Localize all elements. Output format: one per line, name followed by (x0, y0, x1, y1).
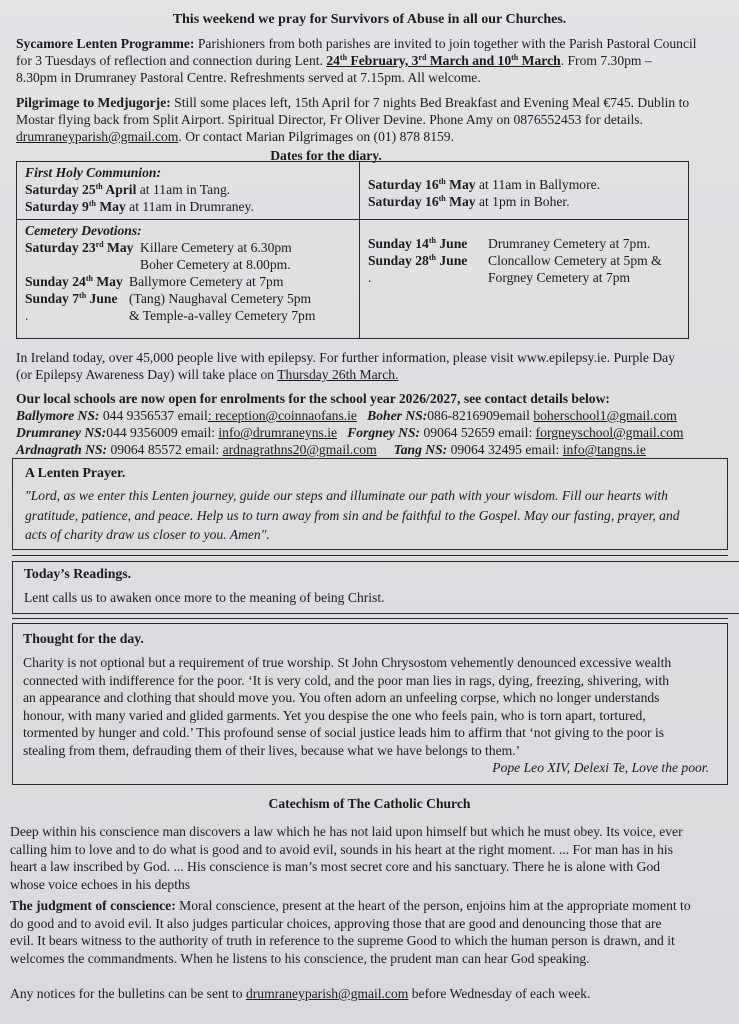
communion-heading: First Holy Communion: (25, 165, 161, 180)
footer-email-link[interactable]: drumraneyparish@gmail.com (245, 986, 409, 1001)
schools-heading: Our local schools are now open for enrolments for the school year 2026/2027, see contact details below: (16, 391, 610, 406)
school-entry: Boher NS:086-8216909email boherschool1@gmail.com (367, 408, 677, 423)
sycamore-text: 8.30pm in Drumraney Pastoral Centre. Refreshments served at 7.15pm. All welcome. (16, 70, 481, 85)
diary-table (16, 161, 689, 339)
pilgrimage-email-link[interactable]: drumraneyparish@gmail.com (16, 129, 179, 144)
cemetery-heading: Cemetery Devotions: (25, 223, 142, 238)
sycamore-notice: Sycamore Lenten Programme: Parishioners from both parishes are invited to join together with the Parish Pastoral Council for 3 Tuesdays of reflection and connection during Lent. 24th February, 3rd March and 10th March. From 7.30pm – 8.30pm in Drumraney Pastoral Centre. Refreshments served at 7.15pm. All welcome. (16, 35, 731, 86)
pilgrimage-notice: Pilgrimage to Medjugorje: Still some places left, 15th April for 7 nights Bed Breakfast and Evening Meal €745. Dublin to Mostar flying back from Split Airport. Spiritual Director, Fr Oliver Devine. Phone Amy on 0876552453 for details. drumraneyparish@gmail.com. Or contact Marian Pilgrimages on (01) 878 8159. (16, 95, 690, 144)
school-email-link[interactable]: info@drumraneyns.ie (218, 425, 337, 440)
sycamore-text: for 3 Tuesdays of reflection and connection during Lent. (16, 53, 323, 68)
communion-right-cell (360, 162, 689, 220)
cemetery-left-cell (17, 220, 360, 339)
page-title: This weekend we pray for Survivors of Abuse in all our Churches. (172, 12, 567, 27)
diary-entry: Sunday 24th May Ballymore Cemetery at 7pm (25, 274, 284, 289)
lenten-prayer-title: A Lenten Prayer. (25, 465, 126, 480)
diary-entry: . & Temple-a-valley Cemetery 7pm (25, 308, 316, 323)
thought-text: Charity is not optional but a requirement of true worship. St John Chrysostom vehemently denounced excessive wealth connected with indifference for the poor. ‘It is very cold, and the poor man lies in rags, dying, freezing, shivering, with an appearance and clothing that should move you. You often adorn an unfeeling corpse, which no longer understands honour, with many varied and glided garments. Yet you despise the one who feels pain, who is torn apart, tortured, tormented by hunger and cold.’ This profound sense of social justice leads him to affirm that ‘not giving to the poor is stealing from them, defrauding them of their lives, because what we have belongs to them.’ (23, 655, 672, 758)
judgment-text: The judgment of conscience: Moral conscience, present at the heart of the person, enjoins him at the appropriate moment to do good and to avoid evil. It also judges particular choices, approving those that are good and denouncing those that are evil. It bears witness to the authority of truth in reference to the supreme Good to which the human person is drawn, and it welcomes the commandments. When he listens to his conscience, the prudent man can hear God speaking. (10, 898, 691, 966)
school-email-link[interactable]: forgneyschool@gmail.com (535, 425, 684, 440)
lenten-prayer-box (12, 458, 728, 550)
divider (12, 555, 728, 556)
diary-entry: . Forgney Cemetery at 7pm (368, 270, 631, 285)
school-row (16, 441, 731, 458)
school-email-link[interactable]: : reception@coinnaofans.ie (207, 408, 357, 423)
diary-entry: Sunday 28th June Cloncallow Cemetery at 5pm & (368, 253, 662, 268)
diary-entry: Sunday 14th June Drumraney Cemetery at 7pm. (368, 236, 651, 251)
school-email-link[interactable]: ardnagrathns20@gmail.com (222, 442, 377, 457)
pilgrimage-label: Pilgrimage to Medjugorje: (16, 95, 171, 110)
todays-readings-box (12, 561, 739, 614)
school-row (16, 424, 731, 441)
footer-notice: Any notices for the bulletins can be sent to drumraneyparish@gmail.com before Wednesday of each week. (10, 986, 591, 1001)
lenten-prayer-text: "Lord, as we enter this Lenten journey, guide our steps and illuminate our path with your wisdom. Fill our hearts with gratitude, patience, and peace. Help us to turn away from sin and be faithful to the Gospel. May our fasting, prayer, and acts of charity draw us closer to you. Amen". (25, 488, 680, 542)
catechism-text: Deep within his conscience man discovers a law which he has not laid upon himself but which he must obey. Its voice, ever calling him to love and to do what is good and to avoid evil, sounds in his heart at the right moment. ... For man has in his heart a law inscribed by God. ... His conscience is man’s most secret core and his sanctuary. There he is alone with God whose voice echoes in his depths (10, 824, 683, 892)
judgment-label: The judgment of conscience: (10, 898, 176, 913)
school-email-link[interactable]: boherschool1@gmail.com (533, 408, 677, 423)
diary-entry: Saturday 9th May at 11am in Drumraney. (25, 199, 254, 214)
readings-title: Today’s Readings. (24, 566, 132, 581)
divider (12, 618, 728, 619)
communion-left-cell (17, 162, 360, 220)
sycamore-text: Parishioners from both parishes are invited to join together with the Parish Pastoral Council (197, 36, 697, 51)
thought-box (12, 623, 728, 785)
school-email-link[interactable]: info@tangns.ie (562, 442, 646, 457)
diary-entry: Saturday 25th April at 11am in Tang. (25, 182, 231, 197)
thought-attribution: Pope Leo XIV, Delexi Te, Love the poor. (492, 760, 709, 775)
schools-notice (16, 390, 731, 458)
diary-title: Dates for the diary. (270, 148, 382, 163)
diary-entry: Saturday 23rd May Killare Cemetery at 6.30pm (25, 240, 292, 255)
sycamore-label: Sycamore Lenten Programme: (16, 36, 195, 51)
readings-text: Lent calls us to awaken once more to the meaning of being Christ. (24, 590, 385, 605)
diary-entry: Saturday 16th May at 1pm in Boher. (368, 194, 570, 209)
catechism-title: Catechism of The Catholic Church (268, 796, 471, 811)
diary-entry: Sunday 7th June (Tang) Naughaval Cemetery 5pm (25, 291, 312, 306)
sycamore-dates: 24th February, 3rd March and 10th March (326, 53, 561, 68)
school-entry: Drumraney NS:044 9356009 email: info@drumraneyns.ie (16, 425, 337, 440)
school-row (16, 407, 731, 424)
school-entry: Ballymore NS: 044 9356537 email: reception@coinnaofans.ie (16, 408, 357, 423)
diary-entry: Saturday 16th May at 11am in Ballymore. (368, 177, 601, 192)
epilepsy-notice: In Ireland today, over 45,000 people live with epilepsy. For further information, please visit www.epilepsy.ie. Purple Day (or Epilepsy Awareness Day) will take place on Thursday 26th March. (16, 350, 676, 382)
epilepsy-date: Thursday 26th March. (277, 367, 399, 382)
thought-title: Thought for the day. (23, 631, 144, 646)
school-entry: Ardnagrath NS: 09064 85572 email: ardnagrathns20@gmail.com (16, 442, 377, 457)
school-entry: Forgney NS: 09064 52659 email: forgneyschool@gmail.com (347, 425, 684, 440)
school-entry: Tang NS: 09064 32495 email: info@tangns.ie (393, 442, 646, 457)
diary-entry: Boher Cemetery at 8.00pm. (140, 257, 291, 272)
cemetery-right-cell (360, 220, 689, 339)
